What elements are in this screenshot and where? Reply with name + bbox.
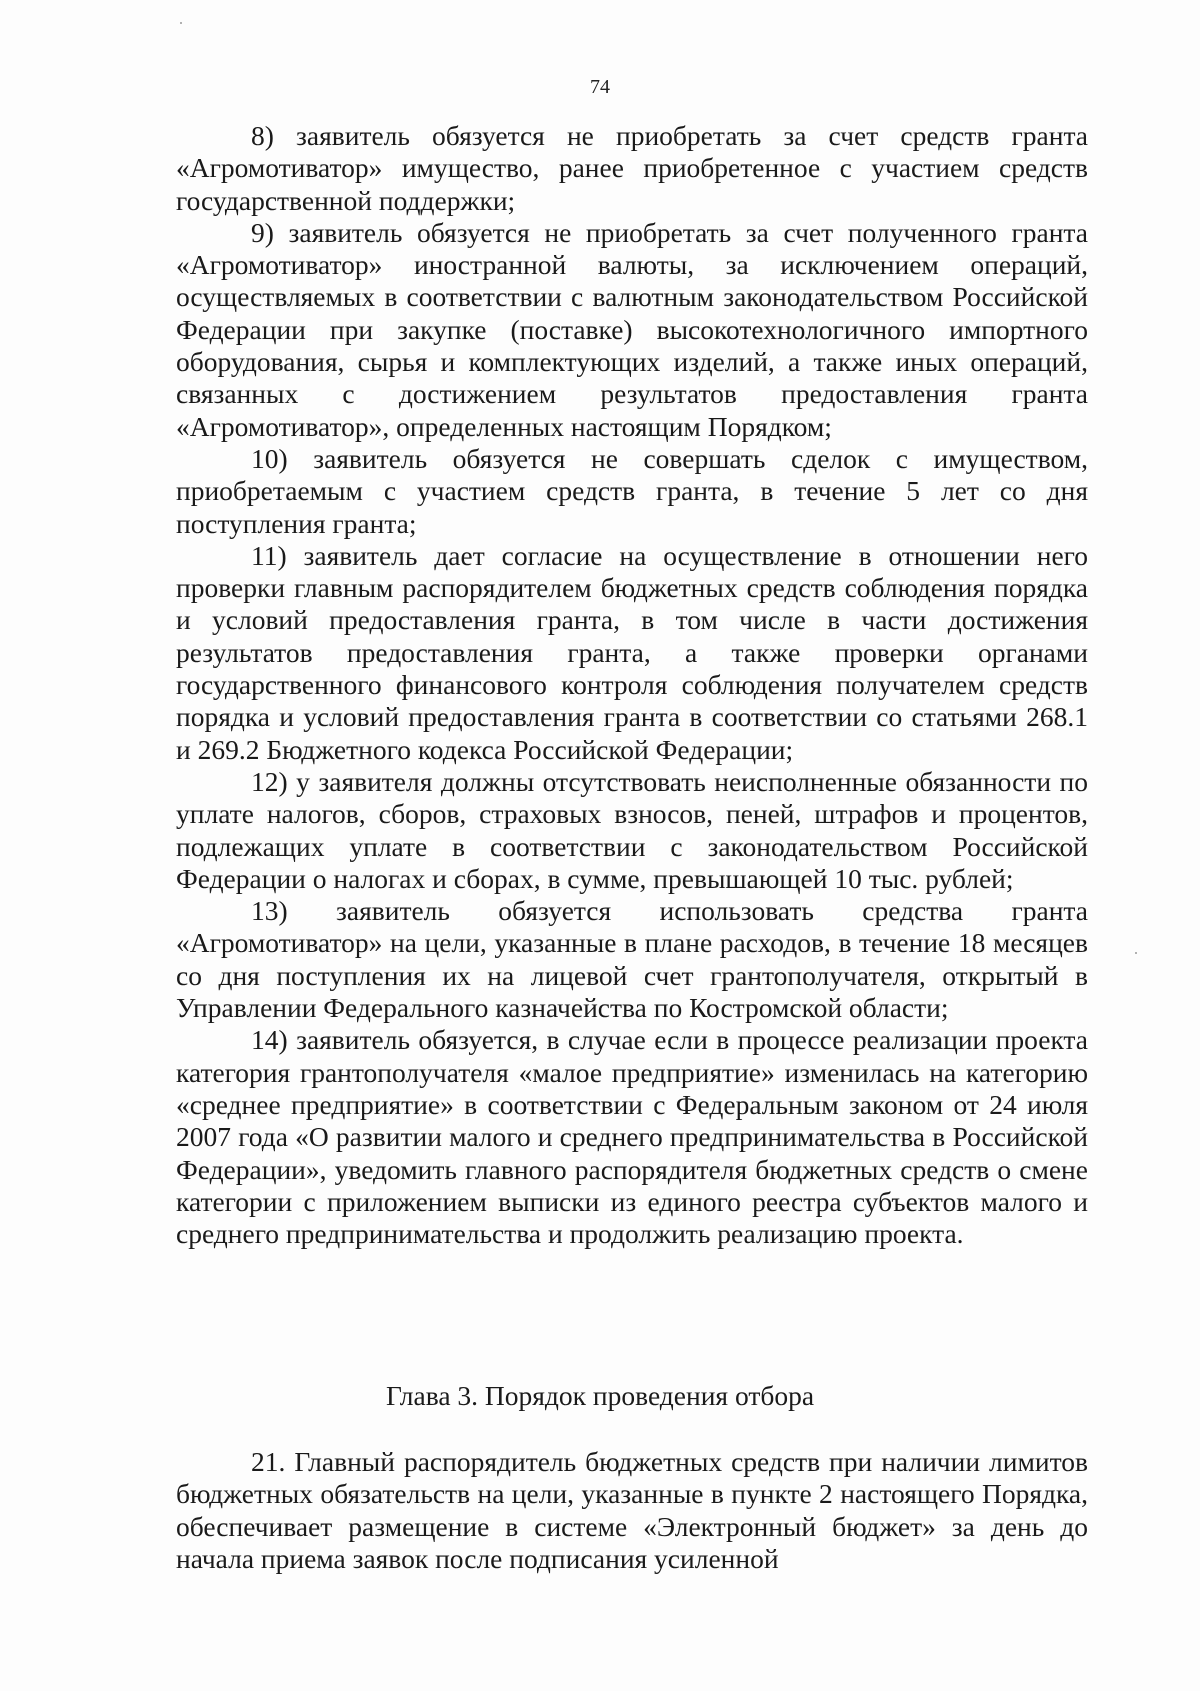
paragraph-item-9: 9) заявитель обязуется не приобретать за счет полученного гранта «Агромотиватор» иностранной валюты, за исключением операций, осуществляемых в соответствии с валютным законодательством Российской Федерации при закупке (поставке) высокотехнологичного импортного оборудования, сырья и комплектующих изделий, а также иных операций, связанных с достижением результатов предоставления гранта «Агромотиватор», определенных настоящим Порядком; <box>176 216 1088 442</box>
scan-speck <box>180 22 182 24</box>
page-number: 74 <box>590 76 610 98</box>
conditions-list <box>176 120 1088 1250</box>
paragraph-21: 21. Главный распорядитель бюджетных средств при наличии лимитов бюджетных обязательств на цели, указанные в пункте 2 настоящего Порядка, обеспечивает размещение в системе «Электронный бюджет» за день до начала приема заявок после подписания усиленной <box>176 1446 1088 1574</box>
paragraph-item-10: 10) заявитель обязуется не совершать сделок с имуществом, приобретаемым с участием средств гранта, в течение 5 лет со дня поступления гранта; <box>176 442 1088 539</box>
paragraph-item-8: 8) заявитель обязуется не приобретать за счет средств гранта «Агромотиватор» имущество, ранее приобретенное с участием средств государственной поддержки; <box>176 120 1088 216</box>
paragraph-item-13: 13) заявитель обязуется использовать средства гранта «Агромотиватор» на цели, указанные в плане расходов, в течение 18 месяцев со дня поступления их на лицевой счет грантополучателя, открытый в Управлении Федерального казначейства по Костромской области; <box>176 895 1088 1024</box>
chapter-heading: Глава 3. Порядок проведения отбора <box>385 1380 815 1411</box>
chapter-body <box>176 1446 1088 1575</box>
scan-speck <box>1135 952 1137 954</box>
paragraph-item-12: 12) у заявителя должны отсутствовать неисполненные обязанности по уплате налогов, сборов, страховых взносов, пеней, штрафов и процентов, подлежащих уплате в соответствии с законодательством Российской Федерации о налогах и сборах, в сумме, превышающей 10 тыс. рублей; <box>176 765 1088 894</box>
paragraph-item-11: 11) заявитель дает согласие на осуществление в отношении него проверки главным распорядителем бюджетных средств соблюдения порядка и условий предоставления гранта, в том числе в части достижения результатов предоставления гранта, а также проверки органами государственного финансового контроля соблюдения получателем средств порядка и условий предоставления гранта в соответствии со статьями 268.1 и 269.2 Бюджетного кодекса Российской Федерации; <box>176 539 1088 765</box>
paragraph-item-14: 14) заявитель обязуется, в случае если в процессе реализации проекта категория грантополучателя «малое предприятие» изменилась на категорию «среднее предприятие» в соответствии с Федеральным законом от 24 июля 2007 года «О развитии малого и среднего предпринимательства в Российской Федерации», уведомить главного распорядителя бюджетных средств о смене категории с приложением выписки из единого реестра субъектов малого и среднего предпринимательства и продолжить реализацию проекта. <box>176 1024 1088 1250</box>
